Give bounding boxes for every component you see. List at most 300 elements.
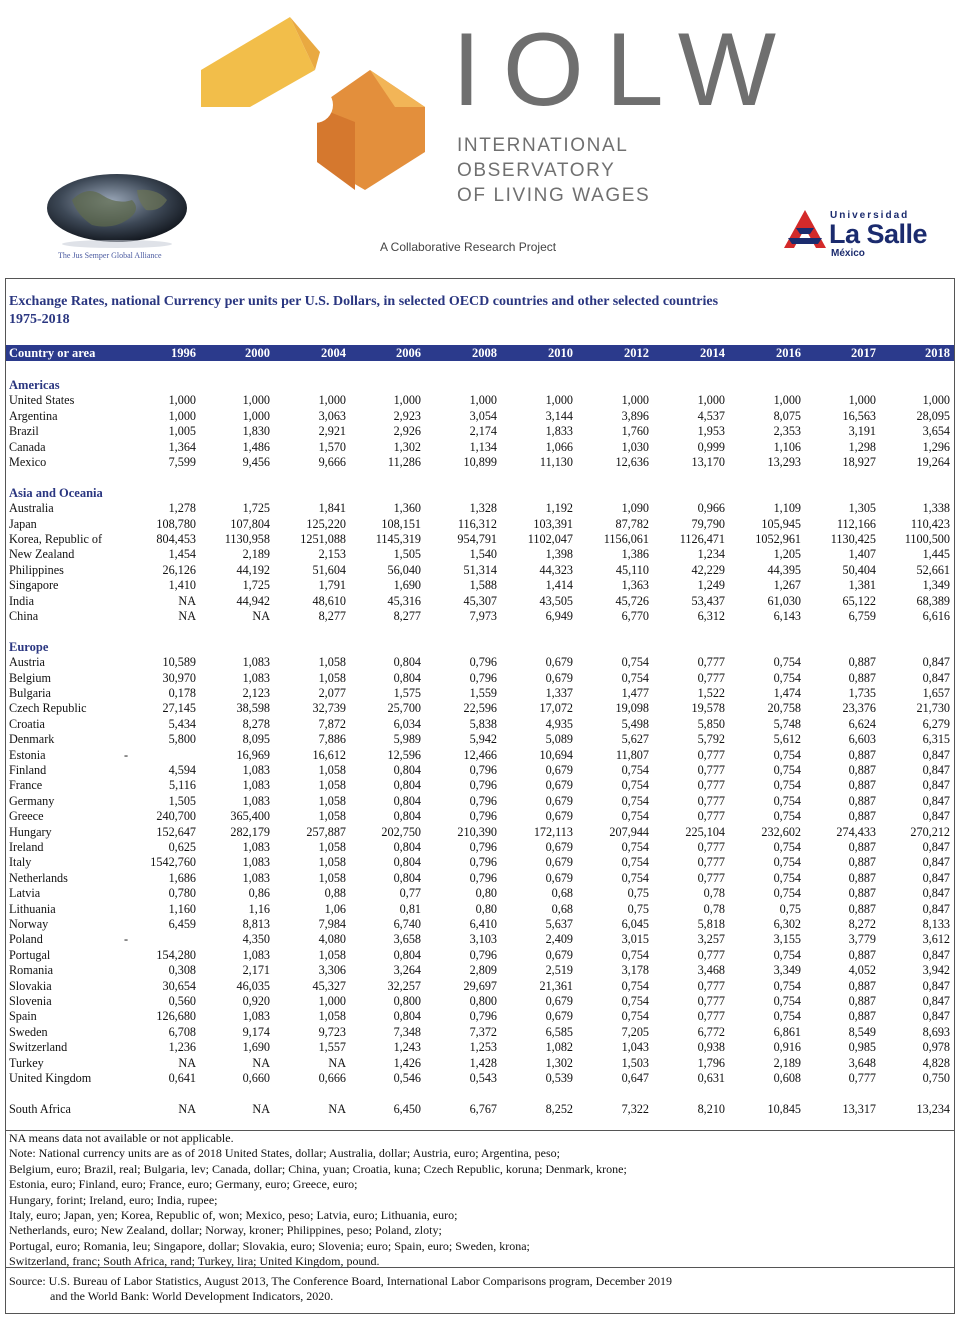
rate-cell: 1,058 <box>318 1009 346 1024</box>
rate-cell: 1,000 <box>621 393 649 408</box>
rate-cell: 0,796 <box>469 670 497 685</box>
rate-cell: 29,697 <box>463 978 497 993</box>
rate-cell: 6,759 <box>848 609 876 623</box>
rate-cell: 0,938 <box>697 1040 725 1055</box>
rate-cell: 1126,471 <box>679 532 725 546</box>
rate-cell: 25,700 <box>387 701 421 716</box>
column-header-2006: 2006 <box>396 346 421 360</box>
brand-subtitle-line-2: OF LIVING WAGES <box>457 185 651 206</box>
country-name: India <box>9 593 35 608</box>
table-row <box>6 855 954 870</box>
rate-cell: 3,191 <box>848 424 876 439</box>
rate-cell: 0,754 <box>621 978 649 993</box>
rate-cell: 1,364 <box>168 439 196 454</box>
rate-cell: 0,847 <box>922 763 950 777</box>
rate-cell: 0,777 <box>697 870 725 885</box>
table-notes <box>6 1130 954 1268</box>
rate-cell: 1,134 <box>469 439 497 454</box>
country-name: Japan <box>9 516 37 531</box>
rate-cell: 1,337 <box>545 686 573 700</box>
rate-cell: 0,796 <box>469 655 497 670</box>
rate-cell: 125,220 <box>306 516 346 531</box>
rate-cell: 0,796 <box>469 1009 497 1024</box>
rate-cell: 3,654 <box>922 424 950 439</box>
rate-cell: 1,588 <box>469 578 497 593</box>
rate-cell: 5,792 <box>697 732 725 747</box>
rate-cell: 45,307 <box>463 593 497 608</box>
rate-cell: 0,777 <box>697 1009 725 1024</box>
rate-cell: 0,999 <box>697 439 725 454</box>
rate-cell: 0,777 <box>697 994 725 1008</box>
rate-cell: 44,192 <box>236 562 270 577</box>
rate-cell: 0,804 <box>393 778 421 793</box>
rate-cell: 1,058 <box>318 855 346 870</box>
rate-cell: 0,804 <box>393 1009 421 1024</box>
section-title: Americas <box>9 378 60 392</box>
rate-cell: 0,847 <box>922 670 950 685</box>
rate-cell: 0,641 <box>168 1071 196 1085</box>
rate-cell: 1,725 <box>242 578 270 593</box>
rate-cell: 1,445 <box>922 547 950 562</box>
rate-cell: 1,083 <box>242 670 270 685</box>
rate-cell: 0,796 <box>469 870 497 885</box>
rate-cell: 7,348 <box>393 1024 421 1039</box>
currency-note-line: Estonia, euro; Finland, euro; France, euro; Germany, euro; Greece, euro; <box>9 1177 358 1192</box>
globe-caption: The Jus Semper Global Alliance <box>58 251 162 260</box>
rate-cell: 2,519 <box>545 963 573 978</box>
country-name: Canada <box>9 439 46 454</box>
rate-cell: 5,748 <box>773 716 801 731</box>
column-header-2016: 2016 <box>776 346 801 360</box>
rate-cell: 0,796 <box>469 855 497 870</box>
country-name: Greece <box>9 809 44 824</box>
rate-cell: 13,293 <box>767 455 801 469</box>
rate-cell: 1,505 <box>393 547 421 562</box>
empty-marker: - <box>124 747 129 762</box>
rate-cell: 1052,961 <box>755 532 801 546</box>
rate-cell: 0,796 <box>469 809 497 824</box>
rate-cell: 1,298 <box>848 439 876 454</box>
rate-cell: 1100,500 <box>904 532 950 546</box>
table-title-line-2: 1975-2018 <box>9 312 70 327</box>
country-name: Slovenia <box>9 994 52 1008</box>
rate-cell: 0,754 <box>621 793 649 808</box>
country-name: Philippines <box>9 562 64 577</box>
rate-cell: 6,459 <box>168 917 196 931</box>
rate-cell: 1,06 <box>324 901 346 916</box>
rate-cell: 1,058 <box>318 793 346 808</box>
rate-cell: 20,758 <box>767 701 801 716</box>
column-header-2004: 2004 <box>321 346 346 360</box>
rate-cell: 28,095 <box>916 408 950 423</box>
rate-cell: 1,540 <box>469 547 497 562</box>
rate-cell: 0,777 <box>697 978 725 993</box>
table-row <box>6 578 954 593</box>
rate-cell: 172,113 <box>533 824 573 839</box>
rate-cell: 1,090 <box>621 501 649 516</box>
rate-cell: 0,804 <box>393 655 421 670</box>
rate-cell: 3,257 <box>697 932 725 947</box>
rate-cell: 3,349 <box>773 963 801 978</box>
rate-cell: 0,777 <box>697 655 725 670</box>
rate-cell: 1,474 <box>773 686 801 700</box>
table-row <box>6 794 954 809</box>
rate-cell: 0,754 <box>773 747 801 762</box>
rate-cell: 0,539 <box>545 1071 573 1085</box>
rate-cell: 0,660 <box>242 1071 270 1085</box>
rate-cell: 1,454 <box>168 547 196 562</box>
rate-cell: 4,052 <box>848 963 876 978</box>
column-header-2017: 2017 <box>851 346 876 360</box>
rate-cell: 42,229 <box>691 562 725 577</box>
rate-cell: 1,058 <box>318 763 346 777</box>
rate-cell: 56,040 <box>387 562 421 577</box>
rate-cell: 7,599 <box>168 455 196 469</box>
table-title-line-1: Exchange Rates, national Currency per units per U.S. Dollars, in selected OECD countries and other selected countries <box>9 294 719 309</box>
rate-cell: 13,234 <box>916 1101 950 1116</box>
rate-cell: 1,505 <box>168 793 196 808</box>
rate-cell: 0,800 <box>469 994 497 1008</box>
rate-cell: 0,777 <box>697 670 725 685</box>
rate-cell: 4,594 <box>168 763 196 777</box>
rate-cell: 44,942 <box>236 593 270 608</box>
rate-cell: 7,886 <box>318 732 346 747</box>
rate-cell: 6,585 <box>545 1024 573 1039</box>
table-row <box>6 563 954 578</box>
table-row <box>6 1025 954 1040</box>
rate-cell: 3,942 <box>922 963 950 978</box>
rate-cell: 0,887 <box>848 994 876 1008</box>
rate-cell: 4,537 <box>697 408 725 423</box>
country-name: China <box>9 609 39 623</box>
rate-cell: 6,949 <box>545 609 573 623</box>
rate-cell: 1,000 <box>242 393 270 408</box>
rate-cell: 5,989 <box>393 732 421 747</box>
lasalle-name: La Salle <box>829 219 928 249</box>
rate-cell: 1,106 <box>773 439 801 454</box>
rate-cell: 8,210 <box>697 1101 725 1116</box>
country-name: Argentina <box>9 408 58 423</box>
rate-cell: 6,045 <box>621 917 649 931</box>
country-name: Austria <box>9 655 45 670</box>
rate-cell: 5,942 <box>469 732 497 747</box>
rate-cell: 2,353 <box>773 424 801 439</box>
rate-cell: 5,850 <box>697 716 725 731</box>
table-row <box>6 1056 954 1071</box>
rate-cell: 0,777 <box>848 1071 876 1085</box>
table-row <box>6 948 954 963</box>
rate-cell: 3,015 <box>621 932 649 947</box>
rate-cell: 68,389 <box>916 593 950 608</box>
country-name: Czech Republic <box>9 701 87 716</box>
rate-cell: 0,887 <box>848 670 876 685</box>
rate-cell: 0,847 <box>922 793 950 808</box>
rate-cell: 11,130 <box>539 455 573 469</box>
rate-cell: 274,433 <box>836 824 876 839</box>
rate-cell: NA <box>252 609 270 623</box>
rate-cell: 4,828 <box>922 1055 950 1070</box>
rate-cell: 1,841 <box>318 501 346 516</box>
rate-cell: 0,546 <box>393 1071 421 1085</box>
rate-cell: 3,468 <box>697 963 725 978</box>
rate-cell: 12,596 <box>387 747 421 762</box>
country-name: Sweden <box>9 1024 48 1039</box>
country-name: Estonia <box>9 747 46 762</box>
rate-cell: 8,278 <box>242 716 270 731</box>
rate-cell: 3,103 <box>469 932 497 947</box>
rate-cell: 1,058 <box>318 655 346 670</box>
rate-cell: 0,887 <box>848 778 876 793</box>
rate-cell: 1,000 <box>168 393 196 408</box>
rate-cell: NA <box>178 1055 196 1070</box>
rate-cell: 6,708 <box>168 1024 196 1039</box>
rate-cell: 9,456 <box>242 455 270 469</box>
rate-cell: 1,381 <box>848 578 876 593</box>
rate-cell: NA <box>328 1101 346 1116</box>
rate-cell: 108,151 <box>381 516 421 531</box>
rate-cell: 4,350 <box>242 932 270 947</box>
rate-cell: 5,434 <box>168 716 196 731</box>
rate-cell: 1,833 <box>545 424 573 439</box>
rate-cell: 53,437 <box>691 593 725 608</box>
rate-cell: 19,098 <box>615 701 649 716</box>
rate-cell: 1,160 <box>168 901 196 916</box>
rate-cell: 5,612 <box>773 732 801 747</box>
rate-cell: 2,153 <box>318 547 346 562</box>
rate-cell: 0,847 <box>922 978 950 993</box>
rate-cell: 0,804 <box>393 840 421 854</box>
rate-cell: 0,777 <box>697 763 725 777</box>
rate-cell: 0,780 <box>168 886 196 901</box>
rate-cell: 0,679 <box>545 809 573 824</box>
rate-cell: 11,807 <box>615 747 649 762</box>
rate-cell: 0,754 <box>621 670 649 685</box>
rate-cell: 11,286 <box>387 455 421 469</box>
country-name: New Zealand <box>9 547 75 562</box>
rate-cell: 7,973 <box>469 609 497 623</box>
rate-cell: 0,777 <box>697 855 725 870</box>
rate-cell: 8,133 <box>922 917 950 931</box>
rate-cell: 7,322 <box>621 1101 649 1116</box>
rate-cell: 1,000 <box>168 408 196 423</box>
rate-cell: 0,679 <box>545 994 573 1008</box>
rate-cell: 0,750 <box>922 1071 950 1085</box>
column-header-2018: 2018 <box>925 346 950 360</box>
rate-cell: 0,777 <box>697 778 725 793</box>
rate-cell: 0,754 <box>621 855 649 870</box>
rate-cell: 0,754 <box>773 978 801 993</box>
rate-cell: 0,666 <box>318 1071 346 1085</box>
rate-cell: 5,116 <box>169 778 196 793</box>
rate-cell: 0,887 <box>848 901 876 916</box>
table-row <box>6 517 954 532</box>
country-name: Poland <box>9 932 43 947</box>
rate-cell: 0,75 <box>627 901 649 916</box>
rate-cell: 1,570 <box>318 439 346 454</box>
rate-cell: 45,316 <box>387 593 421 608</box>
source-line-2: and the World Bank: World Development Indicators, 2020. <box>50 1289 334 1303</box>
rate-cell: 3,658 <box>393 932 421 947</box>
rate-cell: 18,927 <box>842 455 876 469</box>
rate-cell: 8,075 <box>773 408 801 423</box>
rate-cell: 3,264 <box>393 963 421 978</box>
rate-cell: 0,754 <box>773 655 801 670</box>
rate-cell: 0,796 <box>469 793 497 808</box>
rate-cell: 1,243 <box>393 1040 421 1055</box>
country-name: Korea, Republic of <box>9 532 103 546</box>
rate-cell: 0,804 <box>393 855 421 870</box>
rate-cell: 3,896 <box>621 408 649 423</box>
rate-cell: 1251,088 <box>300 532 346 546</box>
rate-cell: 8,095 <box>242 732 270 747</box>
rate-cell: 1,249 <box>697 578 725 593</box>
rate-cell: 1,305 <box>848 501 876 516</box>
rate-cell: 1,414 <box>545 578 573 593</box>
rate-cell: 32,257 <box>387 978 421 993</box>
rate-cell: 152,647 <box>156 824 196 839</box>
country-name: Switzerland <box>9 1040 68 1055</box>
rate-cell: 225,104 <box>685 824 725 839</box>
rate-cell: 17,072 <box>539 701 573 716</box>
rate-cell: 0,804 <box>393 947 421 962</box>
rate-cell: 0,887 <box>848 793 876 808</box>
rate-cell: 43,505 <box>539 593 573 608</box>
rate-cell: 1,000 <box>318 994 346 1008</box>
rate-cell: 27,145 <box>162 701 196 716</box>
country-name: Norway <box>9 917 49 931</box>
table-row <box>6 686 954 701</box>
rate-cell: NA <box>178 1101 196 1116</box>
rate-cell: 0,804 <box>393 670 421 685</box>
rate-cell: 116,312 <box>457 516 497 531</box>
table-row <box>6 840 954 855</box>
table-row <box>6 532 954 547</box>
rate-cell: 270,212 <box>910 824 950 839</box>
table-row <box>6 424 954 439</box>
rate-cell: 0,887 <box>848 655 876 670</box>
rate-cell: 51,314 <box>463 562 497 577</box>
rate-cell: 1,083 <box>242 855 270 870</box>
table-row <box>6 671 954 686</box>
table-row <box>6 979 954 994</box>
country-name: Turkey <box>9 1055 44 1070</box>
rate-cell: 0,308 <box>168 963 196 978</box>
rate-cell: 6,740 <box>393 917 421 931</box>
section-title: Asia and Oceania <box>9 485 103 500</box>
rate-cell: 0,887 <box>848 947 876 962</box>
rate-cell: 6,410 <box>469 917 497 931</box>
rate-cell: 110,423 <box>910 516 950 531</box>
rate-cell: 0,920 <box>242 994 270 1008</box>
rate-cell: 0,847 <box>922 994 950 1008</box>
rate-cell: 1,426 <box>393 1055 421 1070</box>
rate-cell: 107,804 <box>230 516 270 531</box>
table-row <box>6 994 954 1009</box>
rate-cell: 0,679 <box>545 793 573 808</box>
rate-cell: 9,723 <box>318 1024 346 1039</box>
table-row <box>6 825 954 840</box>
table-row <box>6 778 954 793</box>
rate-cell: 1,407 <box>848 547 876 562</box>
table-row <box>6 886 954 901</box>
rate-cell: 1,000 <box>545 393 573 408</box>
rate-cell: 1,725 <box>242 501 270 516</box>
rate-cell: 1,043 <box>621 1040 649 1055</box>
rate-cell: 0,804 <box>393 793 421 808</box>
rate-cell: 1,349 <box>922 578 950 593</box>
rate-cell: 4,935 <box>545 716 573 731</box>
rate-cell: 0,887 <box>848 870 876 885</box>
rate-cell: 5,498 <box>621 716 649 731</box>
rate-cell: 10,589 <box>162 655 196 670</box>
rate-cell: 9,666 <box>318 455 346 469</box>
country-name: Mexico <box>9 455 47 469</box>
rate-cell: 0,78 <box>703 886 725 901</box>
table-row <box>6 732 954 747</box>
column-header-2012: 2012 <box>624 346 649 360</box>
currency-note-line: Note: National currency units are as of 2018 United States, dollar; Australia, dollar; Austria, euro; Argentina, peso; <box>9 1146 560 1161</box>
country-name: Ireland <box>9 840 44 854</box>
rate-cell: 1,000 <box>318 393 346 408</box>
table-row <box>6 917 954 932</box>
rate-cell: 1,109 <box>773 501 801 516</box>
rate-cell: 0,847 <box>922 1009 950 1024</box>
rate-cell: 5,627 <box>621 732 649 747</box>
rate-cell: 804,453 <box>156 532 196 546</box>
rate-cell: 0,978 <box>922 1040 950 1055</box>
rate-cell: 19,578 <box>691 701 725 716</box>
rate-cell: 0,887 <box>848 763 876 777</box>
rate-cell: 1,083 <box>242 947 270 962</box>
rate-cell: 0,847 <box>922 947 950 962</box>
country-name: Netherlands <box>9 870 68 885</box>
rate-cell: 1,083 <box>242 840 270 854</box>
country-name: Lithuania <box>9 901 56 916</box>
rate-cell: 0,754 <box>621 778 649 793</box>
rate-cell: 1,000 <box>922 393 950 408</box>
rate-cell: 2,923 <box>393 408 421 423</box>
rate-cell: 0,754 <box>773 670 801 685</box>
rate-cell: 0,847 <box>922 901 950 916</box>
table-source <box>6 1267 954 1314</box>
rate-cell: 0,847 <box>922 840 950 854</box>
rate-cell: 8,277 <box>318 609 346 623</box>
rate-cell: 0,86 <box>248 886 270 901</box>
table-row <box>6 547 954 562</box>
rate-cell: 50,404 <box>842 562 876 577</box>
rate-cell: 3,155 <box>773 932 801 947</box>
country-name: Slovakia <box>9 978 52 993</box>
rate-cell: 16,612 <box>312 747 346 762</box>
rate-cell: 6,450 <box>393 1101 421 1116</box>
rate-cell: 1,386 <box>621 547 649 562</box>
rate-cell: 3,054 <box>469 408 497 423</box>
rate-cell: 0,754 <box>621 870 649 885</box>
rate-cell: 0,754 <box>773 1009 801 1024</box>
table-row <box>6 409 954 424</box>
rate-cell: 105,945 <box>761 516 801 531</box>
rate-cell: 7,372 <box>469 1024 497 1039</box>
rate-cell: 5,800 <box>168 732 196 747</box>
rate-cell: 1,557 <box>318 1040 346 1055</box>
column-header-2000: 2000 <box>245 346 270 360</box>
rate-cell: NA <box>252 1101 270 1116</box>
rate-cell: 1,058 <box>318 670 346 685</box>
rate-cell: 5,818 <box>697 917 725 931</box>
rate-cell: 6,143 <box>773 609 801 623</box>
rate-cell: 1,657 <box>922 686 950 700</box>
rate-cell: 9,174 <box>242 1024 270 1039</box>
